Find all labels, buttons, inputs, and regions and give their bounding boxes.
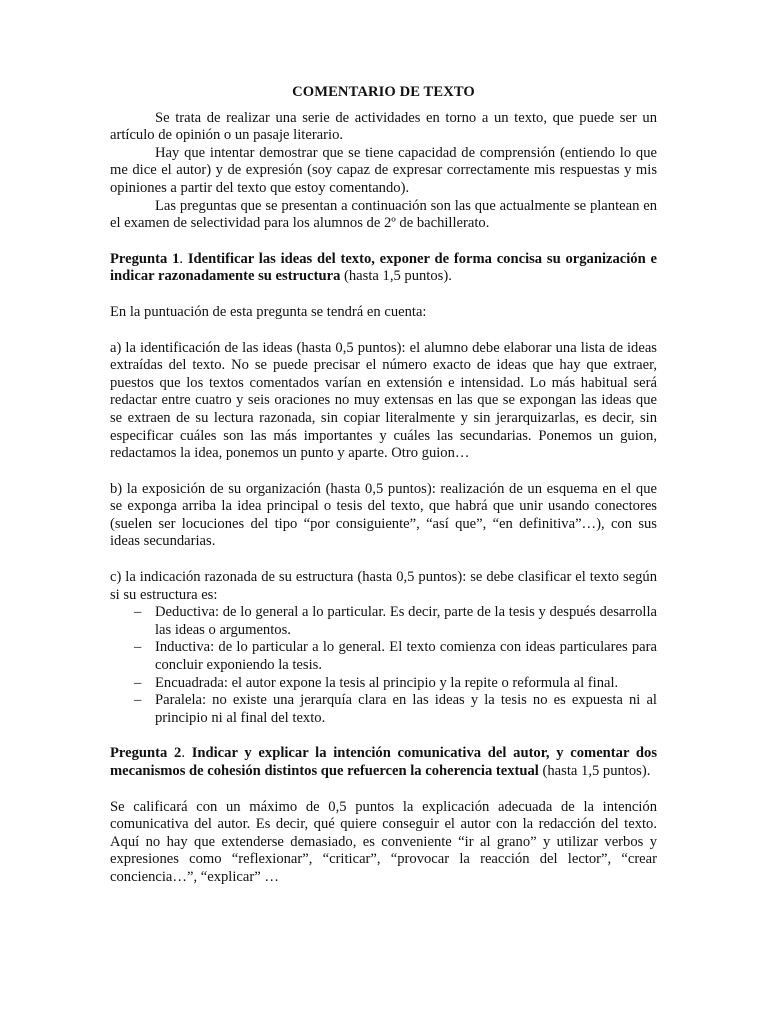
question-1-separator: . [179, 250, 188, 267]
criterion-a: a) la identificación de las ideas (hasta 0,5 puntos): el alumno debe elaborar una lista de ideas extraídas del texto. No se puede precisar el número exacto de ideas que hay que extraer, puestos que los textos comentados varían en extensión e intensidad. Lo más habitual será redactar entre cuatro y seis oraciones no muy extensas en las que se expongan las ideas que se extraen de su lectura razonada, sin copiar literalmente y sin jerarquizarlas, es decir, sin especificar cuáles son las más importantes y cuáles las secundarias. Ponemos un guion, redactamos la idea, ponemos un punto y aparte. Otro guion… [110, 339, 657, 462]
structure-encuadrada: Encuadrada: el autor expone la tesis al principio y la repite o reformula al final. [155, 674, 619, 691]
list-item [134, 604, 657, 639]
question-2-label: Pregunta 2 [110, 745, 182, 762]
question-2-body: Se calificará con un máximo de 0,5 puntos la explicación adecuada de la intención comunicativa del autor. Es decir, qué quiere conseguir el autor con la redacción del texto. Aquí no hay que extenderse demasiado, es conveniente “ir al grano” y utilizar verbos y expresiones como “reflexionar”, “criticar”, “provocar la reacción del lector”, “crear conciencia…”, “explicar” … [110, 798, 657, 885]
list-item [134, 692, 657, 727]
dash-bullet: – [134, 692, 142, 709]
question-1-statement: Identificar las ideas del texto, exponer de forma concisa su organización e indicar razonadamente su estructura [110, 250, 657, 285]
criteria-intro: En la puntuación de esta pregunta se tendrá en cuenta: [110, 303, 427, 320]
dash-bullet: – [134, 674, 142, 691]
list-item [134, 675, 657, 693]
question-2-heading [110, 745, 657, 780]
structure-paralela: Paralela: no existe una jerarquía clara en las ideas y la tesis no es expuesta ni al principio ni al final del texto. [155, 692, 657, 726]
document-title: COMENTARIO DE TEXTO [292, 84, 475, 100]
question-1-label: Pregunta 1 [110, 250, 180, 267]
dash-bullet: – [134, 604, 142, 621]
criterion-c: c) la indicación razonada de su estructura (hasta 0,5 puntos): se debe clasificar el texto según si su estructura es: [110, 569, 657, 603]
question-1-heading [110, 251, 657, 286]
structure-deductiva: Deductiva: de lo general a lo particular. Es decir, parte de la tesis y después desarrolla las ideas o argumentos. [155, 604, 657, 638]
question-2-score: (hasta 1,5 puntos). [538, 763, 651, 779]
criterion-b: b) la exposición de su organización (hasta 0,5 puntos): realización de un esquema en el que se exponga arriba la idea principal o tesis del texto, que habrá que unir usando conectores (suelen ser locuciones del tipo “por consiguiente”, “así que”, “en definitiva”…), con sus ideas secundarias. [110, 480, 657, 550]
question-1-score: (hasta 1,5 puntos). [340, 268, 452, 285]
question-2-statement: Indicar y explicar la intención comunicativa del autor, y comentar dos mecanismos de cohesión distintos que refuercen la coherencia textual [110, 745, 657, 779]
question-2-separator: . [181, 745, 192, 762]
list-item [134, 639, 657, 674]
structure-list [110, 604, 657, 727]
dash-bullet: – [134, 639, 142, 656]
intro-paragraph-1: Se trata de realizar una serie de actividades en torno a un texto, que puede ser un artículo de opinión o un pasaje literario. [110, 109, 657, 144]
intro-paragraph-2: Hay que intentar demostrar que se tiene capacidad de comprensión (entiendo lo que me dice el autor) y de expresión (soy capaz de expresar correctamente mis respuestas y mis opiniones a partir del texto que estoy comentando). [110, 144, 657, 196]
intro-paragraph-3: Las preguntas que se presentan a continuación son las que actualmente se plantean en el examen de selectividad para los alumnos de 2º de bachillerato. [110, 197, 657, 232]
structure-inductiva: Inductiva: de lo particular a lo general. El texto comienza con ideas particulares para concluir exponiendo la tesis. [155, 639, 657, 674]
